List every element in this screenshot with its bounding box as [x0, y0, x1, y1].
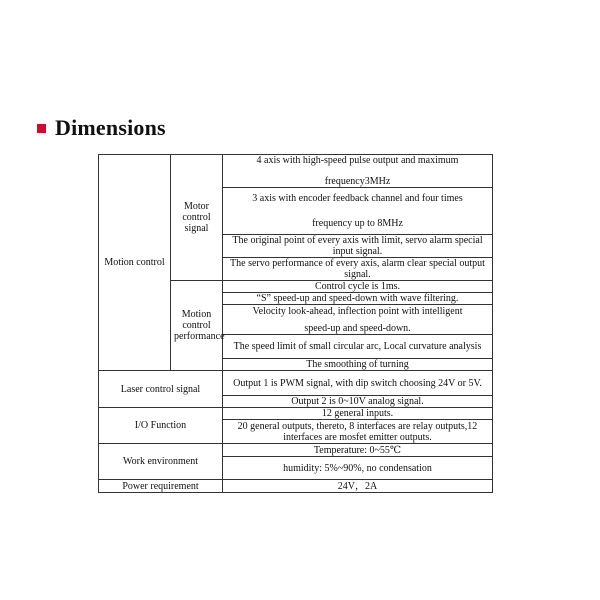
- table-cell: [223, 155, 493, 188]
- cell-line: 3 axis with encoder feedback channel and four times: [252, 193, 463, 204]
- table-cell: The speed limit of small circular arc, Local curvature analysis: [223, 335, 493, 359]
- table-cell: The servo performance of every axis, alarm clear special output signal.: [223, 258, 493, 281]
- table-cell: humidity: 5%~90%, no condensation: [223, 457, 493, 480]
- table-cell: “S” speed-up and speed-down with wave filtering.: [223, 293, 493, 305]
- subsection-label-motor-control-signal: Motor control signal: [171, 155, 223, 281]
- heading-bullet-icon: [37, 124, 46, 133]
- table-row: [99, 408, 493, 420]
- table-cell: 12 general inputs.: [223, 408, 493, 420]
- table-cell: 24V，2A: [223, 480, 493, 493]
- table-cell: 20 general outputs, thereto, 8 interfaces are relay outputs,12 interfaces are mosfet emitter outputs.: [223, 420, 493, 444]
- section-label-motion-control: Motion control: [99, 155, 171, 371]
- section-label-laser-control-signal: Laser control signal: [99, 371, 223, 408]
- subsection-label-motion-control-performance: Motion control performance: [171, 281, 223, 371]
- table-cell: [223, 188, 493, 235]
- table-cell: Control cycle is 1ms.: [223, 281, 493, 293]
- table-row: [99, 480, 493, 493]
- table-row: [99, 155, 493, 188]
- table-cell: The smoothing of turning: [223, 359, 493, 371]
- spec-table: [98, 154, 493, 493]
- section-heading: [37, 114, 166, 142]
- cell-line: Velocity look-ahead, inflection point with intelligent: [252, 305, 463, 317]
- cell-line: frequency up to 8MHz: [312, 218, 403, 229]
- section-label-work-environment: Work environment: [99, 444, 223, 480]
- cell-line: 4 axis with high-speed pulse output and maximum: [256, 155, 459, 166]
- table-row: [99, 371, 493, 396]
- page-title: Dimensions: [55, 115, 166, 140]
- table-cell: Output 1 is PWM signal, with dip switch choosing 24V or 5V.: [223, 371, 493, 396]
- table-row: [99, 444, 493, 457]
- table-cell: Output 2 is 0~10V analog signal.: [223, 396, 493, 408]
- table-cell: [223, 305, 493, 335]
- section-label-io-function: I/O Function: [99, 408, 223, 444]
- section-label-power-requirement: Power requirement: [99, 480, 223, 493]
- table-cell: The original point of every axis with limit, servo alarm special input signal.: [223, 235, 493, 258]
- cell-line: speed-up and speed-down.: [304, 322, 411, 334]
- cell-line: frequency3MHz: [324, 176, 391, 187]
- table-cell: Temperature: 0~55℃: [223, 444, 493, 457]
